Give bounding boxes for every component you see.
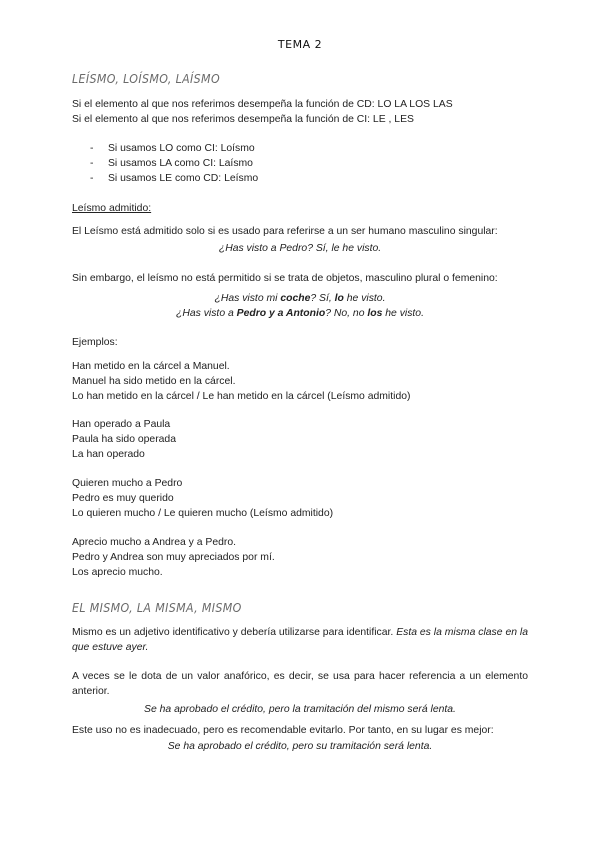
paragraph: Mismo es un adjetivo identificativo y debería utilizarse para identificar. Esta es la misma clase en la que estuve ayer.	[72, 627, 528, 653]
example-sentence: ¿Has visto a Pedro? Sí, le he visto.	[218, 243, 382, 254]
bullet-text: Si usamos LO como CI: Loísmo	[108, 143, 255, 154]
example-line: Lo han metido en la cárcel / Le han metido en la cárcel (Leísmo admitido)	[72, 391, 411, 402]
bullet-item: - Si usamos LA como CI: Laísmo	[90, 158, 253, 169]
example-line: Han metido en la cárcel a Manuel.	[72, 361, 230, 372]
example-line: Lo quieren mucho / Le quieren mucho (Leísmo admitido)	[72, 508, 334, 519]
bullet-item: - Si usamos LE como CD: Leísmo	[90, 173, 259, 184]
bullet-text: Si usamos LA como CI: Laísmo	[108, 158, 253, 169]
bullet-text: Si usamos LE como CD: Leísmo	[108, 173, 259, 184]
intro-line-ci: Si el elemento al que nos referimos desempeña la función de CI: LE , LES	[72, 114, 414, 125]
paragraph: A veces se le dota de un valor anafórico, es decir, se usa para hacer referencia a un elemento anterior.	[72, 671, 528, 697]
example-line: Los aprecio mucho.	[72, 567, 163, 578]
paragraph: El Leísmo está admitido solo si es usado para referirse a un ser humano masculino singular:	[72, 226, 498, 237]
ejemplos-label: Ejemplos:	[72, 337, 118, 348]
example-sentence: Se ha aprobado el crédito, pero la tramitación del mismo será lenta.	[144, 704, 456, 715]
paragraph: Este uso no es inadecuado, pero es recomendable evitarlo. Por tanto, en su lugar es mejor:	[72, 725, 494, 736]
example-line: Pedro y Andrea son muy apreciados por mí.	[72, 552, 275, 563]
page-title: TEMA 2	[277, 38, 323, 51]
intro-line-cd: Si el elemento al que nos referimos desempeña la función de CD: LO LA LOS LAS	[72, 99, 453, 110]
section-heading-leismo: LEÍSMO, LOÍSMO, LAÍSMO	[72, 72, 221, 86]
example-sentence: ¿Has visto a Pedro y a Antonio? No, no los he visto.	[176, 308, 424, 319]
example-line: Paula ha sido operada	[72, 434, 176, 445]
example-line: Manuel ha sido metido en la cárcel.	[72, 376, 236, 387]
example-line: Han operado a Paula	[72, 419, 171, 430]
bullet-item: - Si usamos LO como CI: Loísmo	[90, 143, 255, 154]
paragraph: Sin embargo, el leísmo no está permitido si se trata de objetos, masculino plural o femenino:	[72, 273, 498, 284]
subheading-leismo-admitido: Leísmo admitido:	[72, 203, 152, 214]
example-line: La han operado	[72, 449, 145, 460]
example-line: Pedro es muy querido	[72, 493, 174, 504]
example-line: Quieren mucho a Pedro	[72, 478, 183, 489]
example-line: Aprecio mucho a Andrea y a Pedro.	[72, 537, 237, 548]
section-heading-mismo: EL MISMO, LA MISMA, MISMO	[72, 601, 242, 615]
example-sentence: ¿Has visto mi coche? Sí, lo he visto.	[214, 293, 386, 304]
example-sentence: Se ha aprobado el crédito, pero su tramitación será lenta.	[167, 741, 433, 752]
